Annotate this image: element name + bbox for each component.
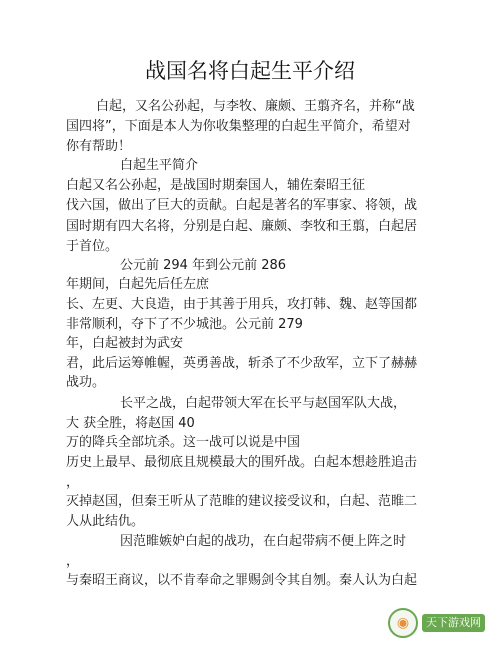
body-line: 公元前 294 年到公元前 286 [120, 258, 287, 273]
watermark-text: 天下游戏网 [422, 614, 485, 632]
section-heading: 白起生平简介 [120, 158, 199, 173]
body-line: 大 获全胜，将赵国 40 [66, 416, 195, 431]
body-line: 历史上最早、最彻底且规模最大的围歼战。白起本想趁胜追击 [66, 455, 418, 470]
body-line: ， [66, 554, 80, 569]
body-line: ， [66, 475, 80, 490]
body-line: 你有帮助！ [66, 139, 132, 154]
body-line: 年，白起被封为武安 [66, 336, 184, 351]
body-line: 国四将”，下面是本人为你收集整理的白起生平简介，希望对 [66, 119, 411, 134]
site-watermark [388, 606, 496, 640]
body-line: 白起又名公孙起，是战国时期秦国人，辅佐秦昭王征 [66, 178, 366, 193]
body-line: 灭掉赵国，但秦王听从了范睢的建议接受议和，白起、范睢二 [66, 494, 418, 509]
game-controller-icon: ◉ [388, 608, 418, 638]
body-line: 非常顺利，夺下了不少城池。公元前 279 [66, 317, 303, 332]
body-line: 伐六国，做出了巨大的贡献。白起是著名的军事家、将领，战 [66, 198, 418, 213]
page-title: 战国名将白起生平介绍 [145, 59, 355, 83]
body-line: 白起，又名公孙起，与李牧、廉颇、王翦齐名，并称“战 [96, 99, 415, 114]
body-line: 君，此后运筹帷幄，英勇善战，斩杀了不少敌军，立下了赫赫 [66, 356, 418, 371]
body-line: 长平之战，白起带领大军在长平与赵国军队大战， [120, 396, 407, 411]
body-line: 国时期有四大名将，分别是白起、廉颇、李牧和王翦，白起居 [66, 219, 418, 234]
body-line: 与秦昭王商议，以不肯奉命之罪赐剑令其自刎。秦人认为白起 [66, 573, 418, 588]
body-line: 人从此结仇。 [66, 514, 145, 529]
body-line: 万的降兵全部坑杀。这一战可以说是中国 [66, 435, 301, 450]
body-line: 因范睢嫉妒白起的战功，在白起带病不便上阵之时 [120, 534, 407, 549]
body-line: 战功。 [66, 375, 106, 390]
body-line: 于首位。 [66, 239, 119, 254]
body-line: 年期间，白起先后任左庶 [66, 277, 210, 292]
body-line: 长、左更、大良造，由于其善于用兵，攻打韩、魏、赵等国都 [66, 297, 418, 312]
